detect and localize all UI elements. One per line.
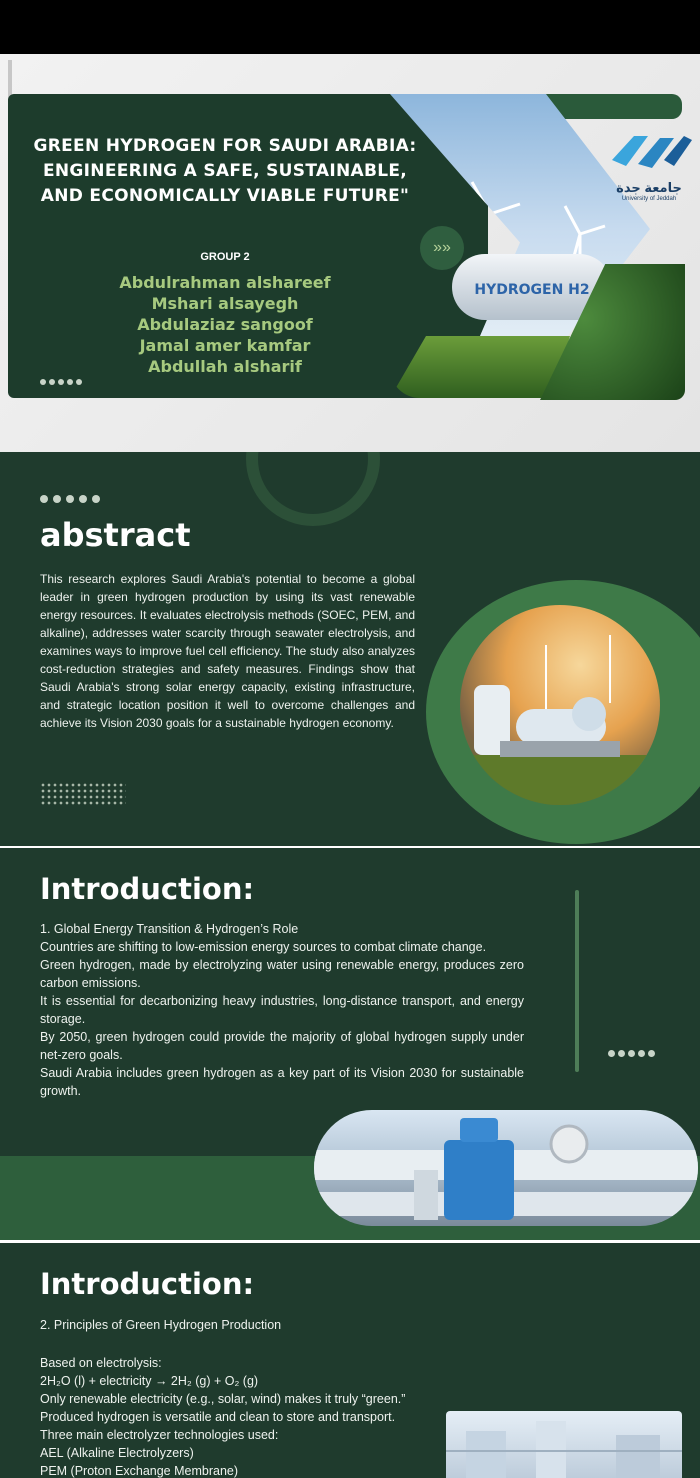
decorative-ring xyxy=(246,452,380,526)
top-black-bar xyxy=(0,0,700,54)
pipeline-valve-photo xyxy=(314,1110,698,1226)
decorative-dots xyxy=(40,490,105,508)
author-name: Mshari alsayegh xyxy=(151,294,299,313)
decorative-dots xyxy=(608,1044,658,1062)
pipeline-illustration xyxy=(314,1110,698,1226)
abstract-heading: abstract xyxy=(40,516,191,554)
group-label: GROUP 2 xyxy=(200,251,250,263)
intro-line: Only renewable electricity (e.g., solar, wind) makes it truly “green.” xyxy=(40,1392,406,1406)
intro-line: Produced hydrogen is versatile and clean to store and transport. xyxy=(40,1410,396,1424)
tank-label: HYDROGEN H2 xyxy=(474,282,590,298)
forward-arrows-icon[interactable]: »» xyxy=(420,226,464,270)
presentation-title: GREEN HYDROGEN FOR SAUDI ARABIA: ENGINEERING A SAFE, SUSTAINABLE, AND ECONOMICALLY VIABLE FUTURE" xyxy=(33,136,417,206)
decorative-dot-grid xyxy=(40,782,126,806)
introduction-subtitle: 2. Principles of Green Hydrogen Production xyxy=(40,1318,282,1332)
author-name: Jamal amer kamfar xyxy=(139,336,311,355)
introduction-heading: Introduction: xyxy=(40,1267,255,1301)
introduction-body xyxy=(40,1354,460,1478)
university-logo xyxy=(604,130,694,210)
decorative-vertical-line xyxy=(575,890,579,1072)
intro-line: Three main electrolyzer technologies used: xyxy=(40,1428,279,1442)
intro-line: Green hydrogen, made by electrolyzing water using renewable energy, produces zero carbon emissions. xyxy=(40,958,524,990)
abstract-slide xyxy=(0,452,700,846)
intro-line: 1. Global Energy Transition & Hydrogen’s Role xyxy=(40,922,299,936)
author-name: Abdullah alsharif xyxy=(148,357,302,376)
intro-line: Saudi Arabia includes green hydrogen as a key part of its Vision 2030 for sustainable growth. xyxy=(40,1066,524,1098)
intro-line: By 2050, green hydrogen could provide the majority of global hydrogen supply under net-zero goals. xyxy=(40,1030,524,1062)
university-logo-icon xyxy=(604,130,694,176)
intro-line: Countries are shifting to low-emission energy sources to combat climate change. xyxy=(40,940,487,954)
intro-line: AEL (Alkaline Electrolyzers) xyxy=(40,1446,194,1460)
introduction-slide-2 xyxy=(0,1243,700,1478)
electrolyzer-illustration xyxy=(446,1411,682,1478)
logo-arabic-text: جامعة جدة xyxy=(616,180,682,195)
hydrogen-plant-photo xyxy=(460,605,660,805)
intro-line: 2H₂O (l) + electricity → 2H₂ (g) + O₂ (g) xyxy=(40,1374,259,1388)
intro-line: PEM (Proton Exchange Membrane) xyxy=(40,1464,239,1478)
title-slide xyxy=(0,54,700,452)
hydrogen-plant-illustration xyxy=(460,605,660,805)
author-name: Abdulaziaz sangoof xyxy=(137,315,313,334)
author-name: Abdulrahman alshareef xyxy=(119,273,331,292)
introduction-heading: Introduction: xyxy=(40,872,255,906)
logo-english-text: University of Jeddah xyxy=(621,196,677,202)
abstract-body: This research explores Saudi Arabia's potential to become a global leader in green hydrogen production by using its vast renewable energy resources. It evaluates electrolysis methods (SOEC, PEM, and alkaline), addresses water scarcity through seawater electrolysis, and examines ways to improve fuel cell efficiency. The study also analyzes cost-reduction strategies and safety measures. Findings show that Saudi Arabia's strong solar energy capacity, existing infrastructure, and strategic location position it well to overcome challenges and achieve its Vision 2030 goals for a sustainable hydrogen economy. xyxy=(40,572,415,730)
intro-line: Based on electrolysis: xyxy=(40,1356,162,1370)
introduction-body xyxy=(40,920,524,1100)
intro-line: It is essential for decarbonizing heavy industries, long-distance transport, and energy storage. xyxy=(40,994,524,1026)
decorative-dots xyxy=(40,372,85,390)
electrolyzer-photo xyxy=(446,1411,682,1478)
introduction-slide-1 xyxy=(0,848,700,1240)
